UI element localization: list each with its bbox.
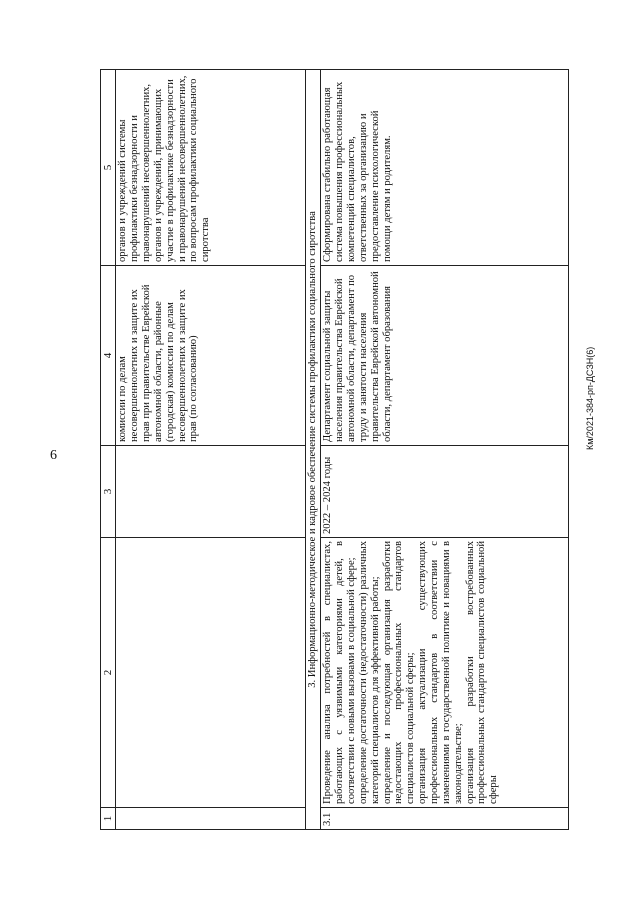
measure-line: Проведение анализа потребностей в специалистах, работающих с уязвимыми категориями детей, в соответствии с новыми вызовами в социальной сфере; [322, 541, 358, 804]
measure-line: организация разработки востребованных профессиональных стандартов специалистов социальной сферы [464, 541, 500, 804]
header-col-1: 1 [101, 808, 116, 830]
rotated-table-sheet [100, 70, 569, 830]
table-row [321, 70, 569, 830]
header-col-5: 5 [101, 70, 116, 266]
measures-table [100, 69, 569, 830]
table-row [116, 70, 306, 830]
result-cell: Сформирована стабильно работающая система повышения профессиональных компетенций специалистов, ответственных за организацию и предоставление психологической помощи детям и родителям. [321, 70, 569, 266]
period-cell: 2022 – 2024 годы [321, 446, 569, 538]
row-number: 3.1 [321, 808, 569, 830]
section-row [306, 70, 321, 830]
header-col-4: 4 [101, 266, 116, 446]
cell-empty [116, 446, 306, 538]
cell-empty [116, 808, 306, 830]
result-cell: органов и учреждений системы профилактики безнадзорности и правонарушений несовершеннолетних, органов и учреждений, принимающих участие в профилактике безнадзорности и правонарушений несовершеннолетних, по вопросам профилактики социального сиротства [116, 70, 306, 266]
header-col-3: 3 [101, 446, 116, 538]
measure-line: определение и последующая организация разработки недостающих профессиональных стандартов специалистов социальной сферы; [381, 541, 417, 804]
measure-line: организация актуализации существующих профессиональных стандартов в соответствии с изменениями в государственной политике и новациями в законодательстве; [417, 541, 464, 804]
measure-cell [321, 538, 569, 808]
document-code: Км/2021-384-рп-ДСЗН(6) [585, 346, 595, 450]
header-row [101, 70, 116, 830]
responsible-cell: комиссии по делам несовершеннолетних и защите их прав при правительстве Еврейской автономной области, районные (городская) комиссии по делам несовершеннолетних и защите их прав (по согласованию) [116, 266, 306, 446]
section-title: 3. Информационно-методическое и кадровое обеспечение системы профилактики социального сиротства [306, 70, 321, 830]
cell-empty [116, 538, 306, 808]
responsible-cell: Департамент социальной защиты населения правительства Еврейской автономной области, департамент по труду и занятости населения правительства Еврейской автономной области, департамент образования [321, 266, 569, 446]
page-number: 6 [50, 448, 57, 463]
measure-line: определение достаточности (недостаточности) различных категорий специалистов для эффективной работы; [357, 541, 381, 804]
header-col-2: 2 [101, 538, 116, 808]
